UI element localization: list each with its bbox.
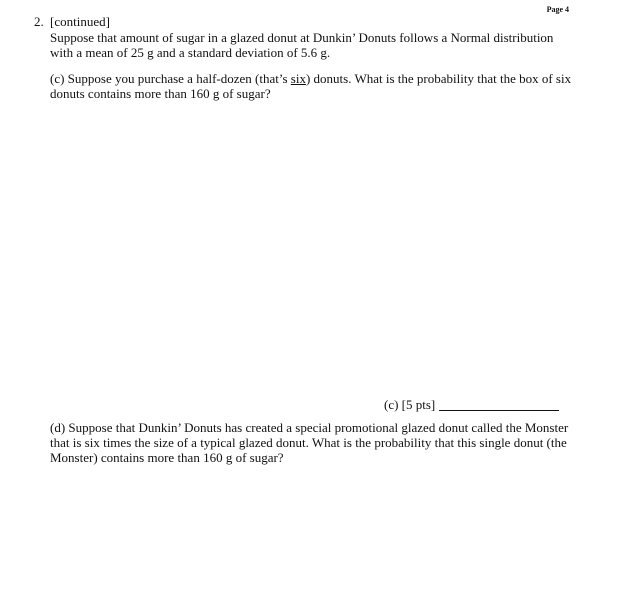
page-number: Page 4 — [546, 5, 569, 14]
problem-intro: Suppose that amount of sugar in a glazed donut at Dunkin’ Donuts follows a Normal distribution with a mean of 25 g and a standard deviation of 5.6 g. — [50, 30, 554, 60]
part-c-answer-line — [384, 397, 559, 412]
part-c-question — [50, 71, 580, 101]
part-c-text-after: ) donuts. What is the probability that the box of six donuts contains more than 160 g of sugar? — [50, 71, 572, 101]
part-d-question: (d) Suppose that Dunkin’ Donuts has created a special promotional glazed donut called the Monster that is six times the size of a typical glazed donut. What is the probability that this single donut (the Monster) contains more than 160 g of sugar? — [50, 420, 569, 465]
part-c-text-before: (c) Suppose you purchase a half-dozen (that’s — [50, 71, 291, 86]
part-c-answer-blank[interactable] — [439, 410, 559, 411]
part-c-answer-label: (c) [5 pts] — [384, 397, 436, 412]
part-c-underlined-word: six — [290, 71, 306, 86]
continued-label: [continued] — [50, 14, 110, 29]
problem-number: 2. — [34, 14, 44, 29]
